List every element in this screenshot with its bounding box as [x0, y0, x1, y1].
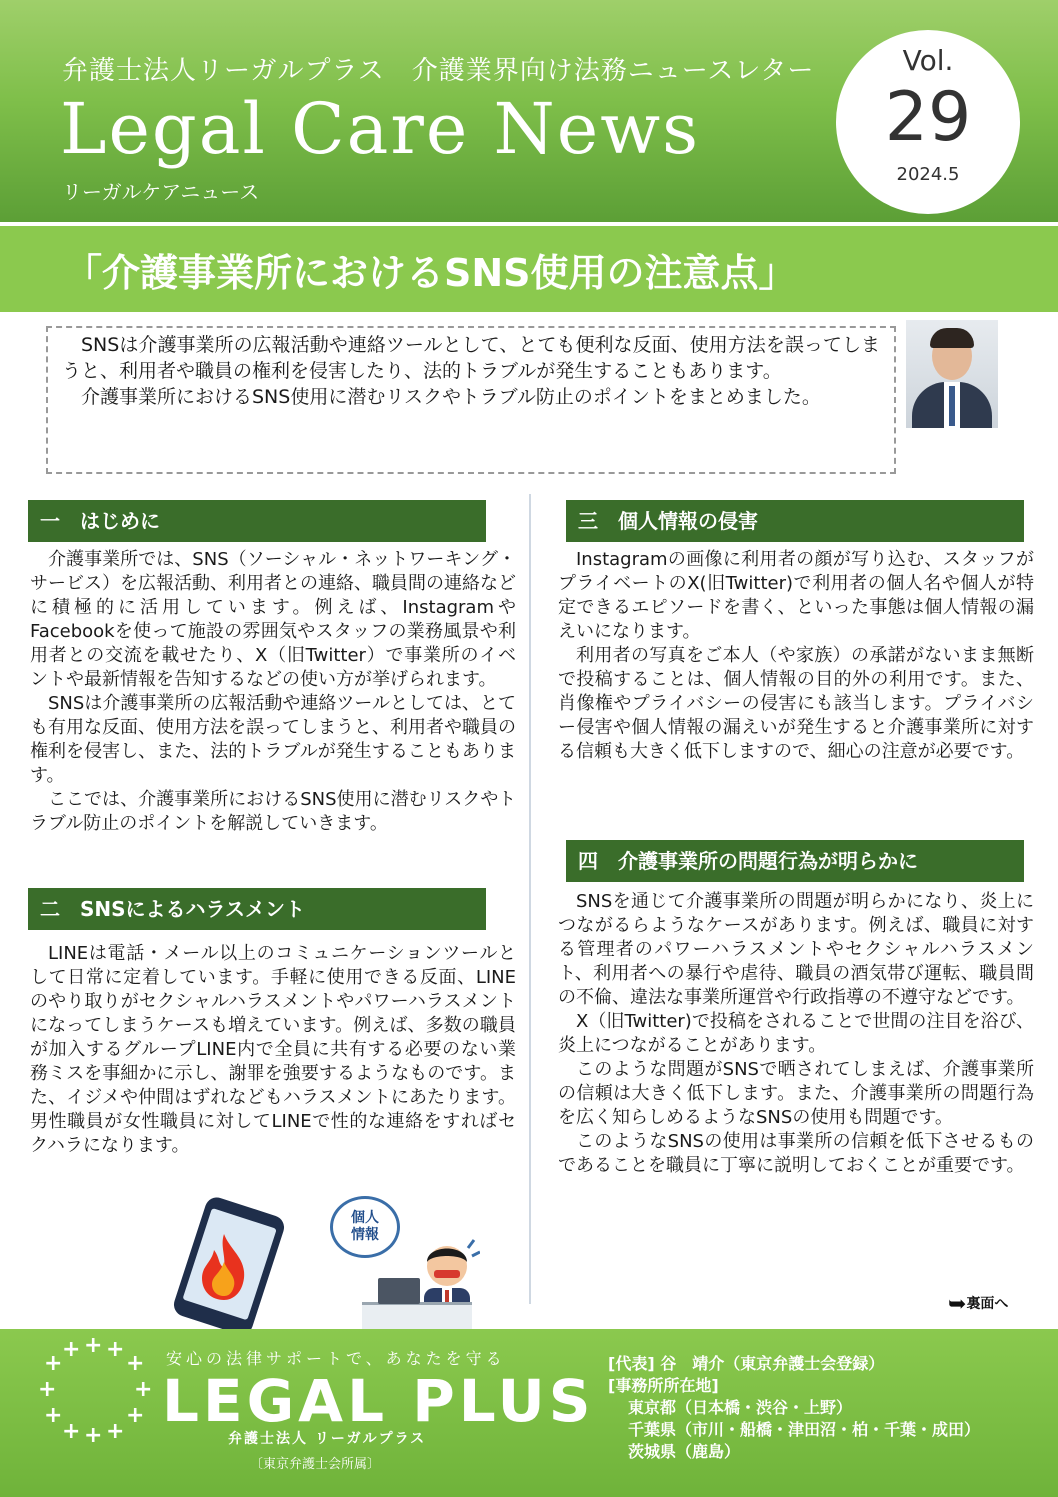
laptop-illustration	[378, 1278, 420, 1304]
photo-tie	[949, 386, 955, 426]
desk-illustration	[362, 1302, 472, 1331]
personal-info-badge	[330, 1196, 400, 1258]
volume-label: Vol.	[902, 44, 954, 77]
author-photo	[906, 320, 998, 428]
section-body-3	[558, 548, 1034, 764]
paragraph: 介護事業所では、SNS（ソーシャル・ネットワーキング・サービス）を広報活動、利用者との連絡、職員間の連絡などに積極的に活用しています。例えば、InstagramやFacebookを使って施設の雰囲気やスタッフの業務風景や利用者との交流を載せたり、X（旧Twitter）で事業所のイベントや最新情報を告知するなどの使い方が挙げられます。	[30, 549, 516, 690]
footer-tagline: 安心の法律サポートで、あなたを守る	[166, 1349, 506, 1368]
topic-title: 「介護事業所におけるSNS使用の注意点」	[64, 251, 797, 295]
paragraph: LINEは電話・メール以上のコミュニケーションツールとして日常に定着しています。手軽に使用できる反面、LINEのやり取りがセクシャルハラスメントやパワーハラスメントになってしまうケースも増えています。例えば、多数の職員が加入するグループLINE内で全員に共有する必要のない業務ミスを事細かに示し、謝罪を強要するようなものです。また、イジメや仲間はずれなどもハラスメントにあたります。男性職員が女性職員に対してLINEで性的な連絡をすればセクハラになります。	[30, 943, 516, 1156]
intro-paragraph: 介護事業所におけるSNS使用に潜むリスクやトラブル防止のポイントをまとめました。	[81, 386, 821, 408]
bar-association: 〔東京弁護士会所属〕	[250, 1457, 381, 1472]
volume-number: 29	[884, 78, 972, 157]
intro-paragraph: SNSは介護事業所の広報活動や連絡ツールとして、とても便利な反面、使用方法を誤ってしまうと、利用者や職員の権利を侵害したり、法的トラブルが発生することもあります。	[62, 334, 880, 382]
office-location: 千葉県（市川・船橋・津田沼・柏・千葉・成田）	[628, 1420, 981, 1439]
firm-name: 弁護士法人 リーガルプラス	[228, 1431, 427, 1447]
section-body-4	[558, 890, 1034, 1178]
newsletter-title: Legal Care News	[60, 88, 701, 170]
section-heading-1: 一 はじめに	[28, 500, 486, 542]
paragraph: SNSは介護事業所の広報活動や連絡ツールとしては、とても有用な反面、使用方法を誤ってしまうと、利用者や職員の権利を侵害し、また、法的トラブルが発生することもあります。	[30, 693, 516, 786]
representative: [代表] 谷 靖介（東京弁護士会登録）	[608, 1354, 885, 1373]
paragraph: X（旧Twitter)で投稿をされることで世間の注目を浴び、炎上につながることがあります。	[558, 1011, 1034, 1056]
continue-on-back	[948, 1292, 1008, 1317]
footer	[0, 1329, 1058, 1497]
paragraph: ここでは、介護事業所におけるSNS使用に潜むリスクやトラブル防止のポイントを解説していきます。	[30, 789, 516, 834]
firm-info	[608, 1353, 980, 1463]
logo-cross-ring-icon: + + + + + + + + + + + +	[38, 1333, 153, 1448]
issue-date: 2024.5	[896, 164, 960, 185]
paragraph: このようなSNSの使用は事業所の信頼を低下させるものであることを職員に丁寧に説明しておくことが重要です。	[558, 1131, 1034, 1176]
column-divider	[529, 494, 531, 1304]
topic-banner	[0, 226, 1058, 312]
volume-badge	[836, 30, 1020, 214]
section-body-2	[30, 942, 516, 1158]
office-location: 茨城県（鹿島）	[628, 1442, 741, 1461]
intro-box	[46, 326, 896, 474]
section-heading-2: 二 SNSによるハラスメント	[28, 888, 486, 930]
newsletter-title-kana: リーガルケアニュース	[62, 180, 260, 204]
section-body-1	[30, 548, 516, 836]
back-note-label: 裏面へ	[966, 1296, 1009, 1312]
office-location: 東京都（日本橋・渋谷・上野）	[628, 1398, 853, 1417]
badge-line: 個人	[351, 1210, 379, 1226]
section-heading-3: 三 個人情報の侵害	[566, 500, 1024, 542]
paragraph: このような問題がSNSで晒されてしまえば、介護事業所の信頼は大きく低下します。また、介護事業所の問題行為を広く知らしめるようなSNSの使用も問題です。	[558, 1059, 1034, 1128]
flame-icon	[196, 1232, 252, 1302]
arrow-right-icon: ➥	[948, 1292, 967, 1317]
photo-hair	[930, 328, 974, 348]
badge-line: 情報	[351, 1227, 379, 1243]
paragraph: Instagramの画像に利用者の顔が写り込む、スタッフがプライベートのX(旧Twitter)で利用者の個人名や個人が特定できるエピソードを書く、といった事態は個人情報の漏えいになります。	[558, 549, 1034, 642]
offices-label: [事務所所在地]	[608, 1376, 719, 1395]
firm-logo-text: LEGAL PLUS	[162, 1367, 595, 1435]
masthead	[0, 0, 1058, 222]
paragraph: 利用者の写真をご本人（や家族）の承諾がないまま無断で投稿することは、個人情報の目的外の利用です。また、肖像権やプライバシーの侵害にも該当します。プライバシー侵害や個人情報の漏えいが発生すると介護事業所に対する信頼も大きく低下しますので、細心の注意が必要です。	[558, 645, 1034, 762]
paragraph: SNSを通じて介護事業所の問題が明らかになり、炎上につながるらようなケースがあります。例えば、職員に対する管理者のパワーハラスメントやセクシャルハラスメント、利用者への暴行や虐待、職員の酒気帯び運転、職員間の不倫、違法な事業所運営や行政指導の不遵守などです。	[558, 891, 1034, 1008]
section-heading-4: 四 介護事業所の問題行為が明らかに	[566, 840, 1024, 882]
newsletter-subtitle: 弁護士法人リーガルプラス 介護業界向け法務ニュースレター	[62, 56, 815, 86]
